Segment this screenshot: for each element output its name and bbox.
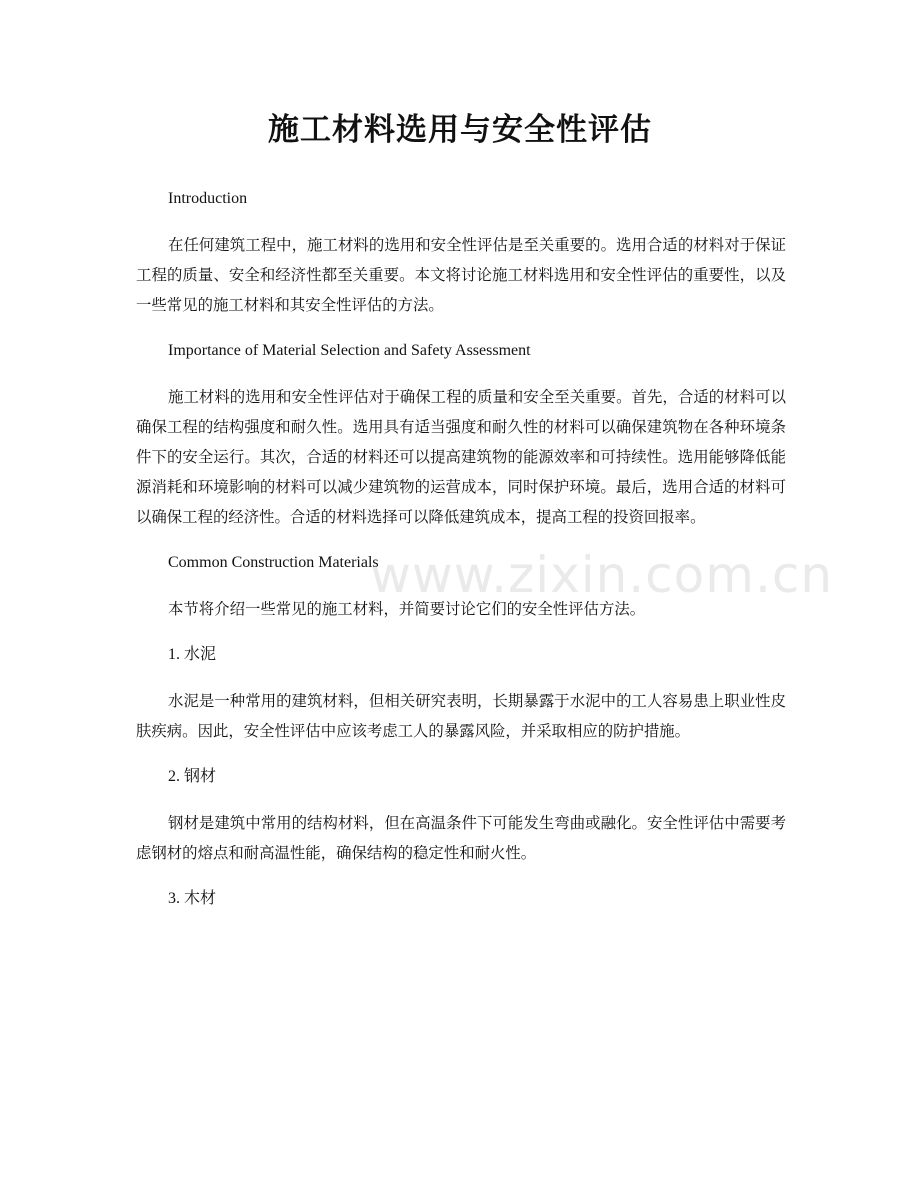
subheading-timber: 3. 木材 bbox=[168, 890, 217, 907]
subheading-cement: 1. 水泥 bbox=[168, 646, 217, 663]
paragraph-introduction: 在任何建筑工程中，施工材料的选用和安全性评估是至关重要的。选用合适的材料对于保证工程的质量、安全和经济性都至关重要。本文将讨论施工材料选用和安全性评估的重要性，以及一些常见的施工材料和其安全性评估的方法。 bbox=[136, 236, 786, 314]
section-heading-common-materials: Common Construction Materials bbox=[168, 554, 379, 571]
paragraph-common-materials: 本节将介绍一些常见的施工材料，并简要讨论它们的安全性评估方法。 bbox=[168, 600, 646, 618]
section-heading-introduction: Introduction bbox=[168, 190, 248, 207]
section-heading-importance: Importance of Material Selection and Safety Assessment bbox=[168, 342, 531, 359]
paragraph-cement: 水泥是一种常用的建筑材料，但相关研究表明，长期暴露于水泥中的工人容易患上职业性皮肤疾病。因此，安全性评估中应该考虑工人的暴露风险，并采取相应的防护措施。 bbox=[136, 692, 786, 740]
watermark: www.zixin.com.cn bbox=[370, 546, 834, 604]
paragraph-steel: 钢材是建筑中常用的结构材料，但在高温条件下可能发生弯曲或融化。安全性评估中需要考虑钢材的熔点和耐高温性能，确保结构的稳定性和耐火性。 bbox=[136, 814, 786, 862]
document-title: 施工材料选用与安全性评估 bbox=[268, 112, 652, 148]
paragraph-importance: 施工材料的选用和安全性评估对于确保工程的质量和安全至关重要。首先，合适的材料可以确保工程的结构强度和耐久性。选用具有适当强度和耐久性的材料可以确保建筑物在各种环境条件下的安全运行。其次，合适的材料还可以提高建筑物的能源效率和可持续性。选用能够降低能源消耗和环境影响的材料可以减少建筑物的运营成本，同时保护环境。最后，选用合适的材料可以确保工程的经济性。合适的材料选择可以降低建筑成本，提高工程的投资回报率。 bbox=[136, 388, 786, 526]
subheading-steel: 2. 钢材 bbox=[168, 768, 217, 785]
